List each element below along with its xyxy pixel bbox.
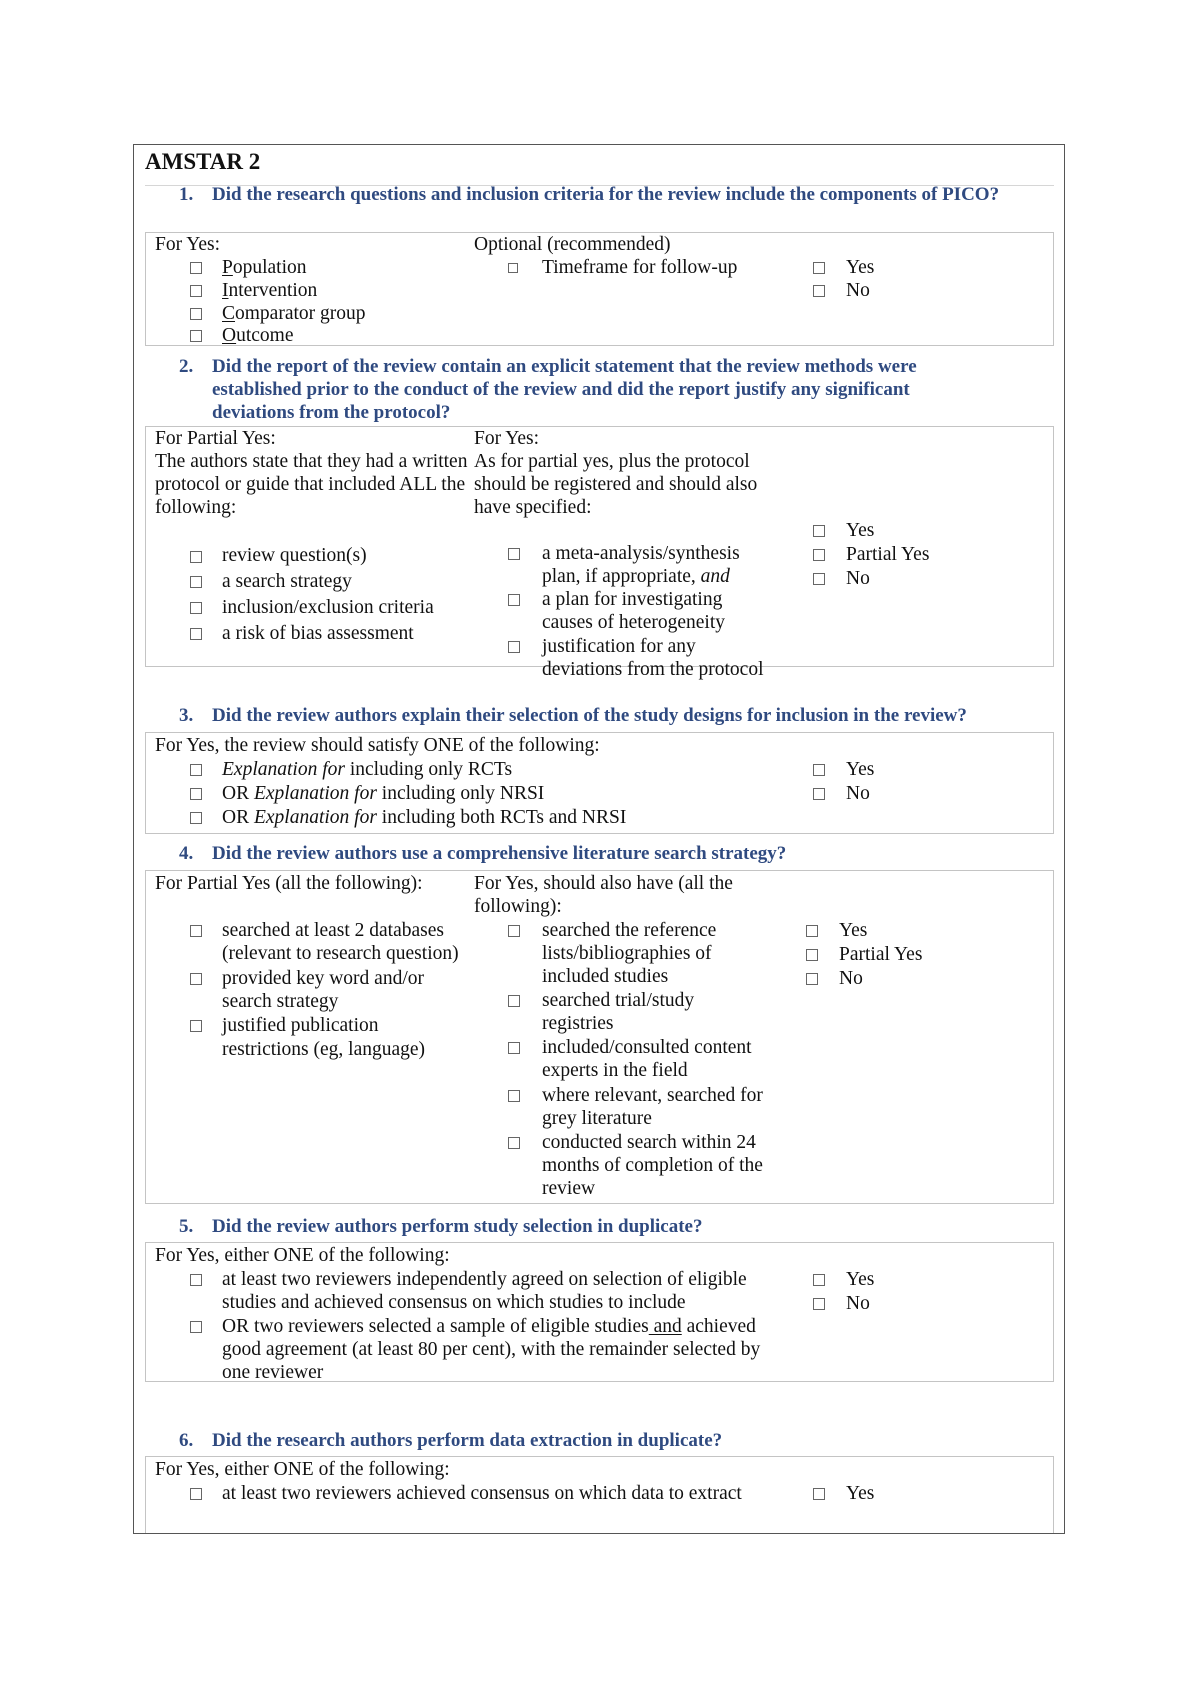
- q4-partial-item: searched at least 2 databases: [222, 920, 444, 941]
- q2-yes-item: justification for any: [542, 636, 696, 657]
- q2-inclusion-criteria-checkbox[interactable]: [190, 602, 202, 614]
- q4-yes-item: review: [542, 1178, 596, 1199]
- q1-timeframe-checkbox[interactable]: [508, 263, 518, 273]
- q2-deviations-checkbox[interactable]: [508, 641, 520, 653]
- q2-partial-item: a risk of bias assessment: [222, 623, 414, 644]
- q4-yes-head: following):: [474, 896, 562, 917]
- q3-lead: For Yes, the review should satisfy ONE of the following:: [155, 735, 600, 756]
- q2-yes-item: a plan for investigating: [542, 589, 723, 610]
- q5-answer-no: No: [846, 1293, 870, 1314]
- q2-partial-item: inclusion/exclusion criteria: [222, 597, 434, 618]
- q2-partial-line: following:: [155, 497, 237, 518]
- q6-number: 6.: [179, 1430, 194, 1451]
- q4-yes-item: experts in the field: [542, 1060, 688, 1081]
- q2-review-question-checkbox[interactable]: [190, 551, 202, 563]
- q2-partial-item: review question(s): [222, 545, 367, 566]
- q4-search-timing-checkbox[interactable]: [508, 1137, 520, 1149]
- q5-item: studies and achieved consensus on which studies to include: [222, 1292, 686, 1313]
- q1-no-checkbox[interactable]: [813, 285, 825, 297]
- q4-partial-item: (relevant to research question): [222, 943, 459, 964]
- q1-question: Did the research questions and inclusion criteria for the review include the components of PICO?: [212, 184, 1000, 205]
- q1-item-comparator: Comparator group: [222, 303, 366, 324]
- q2-yes-line: should be registered and should also: [474, 474, 758, 495]
- q4-yes-item: months of completion of the: [542, 1155, 763, 1176]
- q1-population-checkbox[interactable]: [190, 262, 202, 274]
- q1-for-yes-label: For Yes:: [155, 234, 221, 255]
- q5-question: Did the review authors perform study selection in duplicate?: [212, 1216, 703, 1237]
- amstar-form: [133, 144, 1065, 1534]
- q2-meta-analysis-checkbox[interactable]: [508, 548, 520, 560]
- q4-answer-yes: Yes: [839, 920, 868, 941]
- q4-partial-item: justified publication: [222, 1015, 379, 1036]
- q4-criteria-box: [145, 870, 1054, 1204]
- q6-lead: For Yes, either ONE of the following:: [155, 1459, 450, 1480]
- q4-yes-item: registries: [542, 1013, 614, 1034]
- q4-partial-item: provided key word and/or: [222, 968, 424, 989]
- q4-databases-checkbox[interactable]: [190, 925, 202, 937]
- q4-yes-item: included/consulted content: [542, 1037, 752, 1058]
- q5-item: one reviewer: [222, 1362, 324, 1383]
- q5-criteria-box: [145, 1242, 1054, 1382]
- q4-experts-checkbox[interactable]: [508, 1042, 520, 1054]
- q2-yes-line: As for partial yes, plus the protocol: [474, 451, 750, 472]
- q3-number: 3.: [179, 705, 194, 726]
- q5-number: 5.: [179, 1216, 194, 1237]
- q4-keywords-checkbox[interactable]: [190, 973, 202, 985]
- q4-partial-item: restrictions (eg, language): [222, 1039, 426, 1060]
- q5-no-checkbox[interactable]: [813, 1298, 825, 1310]
- q2-answer-no: No: [846, 568, 870, 589]
- q3-item: Explanation for including only RCTs: [222, 759, 513, 780]
- q4-yes-item: searched trial/study: [542, 990, 695, 1011]
- q1-number: 1.: [179, 184, 194, 205]
- q2-yes-line: have specified:: [474, 497, 592, 518]
- q3-item: OR Explanation for including only NRSI: [222, 783, 545, 804]
- q6-criteria-box: [145, 1456, 1054, 1534]
- q1-comparator-checkbox[interactable]: [190, 308, 202, 320]
- q4-partial-yes-checkbox[interactable]: [806, 949, 818, 961]
- q2-no-checkbox[interactable]: [813, 573, 825, 585]
- q4-yes-item: included studies: [542, 966, 669, 987]
- q5-item: good agreement (at least 80 per cent), with the remainder selected by: [222, 1339, 761, 1360]
- q2-criteria-box: [145, 426, 1054, 680]
- q4-yes-item: conducted search within 24: [542, 1132, 756, 1153]
- q1-intervention-checkbox[interactable]: [190, 285, 202, 297]
- q4-yes-item: lists/bibliographies of: [542, 943, 712, 964]
- q4-grey-literature-checkbox[interactable]: [508, 1090, 520, 1102]
- q3-yes-checkbox[interactable]: [813, 764, 825, 776]
- q5-item: OR two reviewers selected a sample of eligible studies and achieved: [222, 1316, 756, 1337]
- q1-criteria-box: [145, 232, 1054, 346]
- q4-answer-partial-yes: Partial Yes: [839, 944, 923, 965]
- q4-number: 4.: [179, 843, 194, 864]
- q2-partial-yes-checkbox[interactable]: [813, 549, 825, 561]
- q4-reference-lists-checkbox[interactable]: [508, 925, 520, 937]
- q4-answer-no: No: [839, 968, 863, 989]
- q5-yes-checkbox[interactable]: [813, 1274, 825, 1286]
- q4-registries-checkbox[interactable]: [508, 995, 520, 1007]
- q6-question: Did the research authors perform data extraction in duplicate?: [212, 1430, 723, 1451]
- q1-optional-item: Timeframe for follow-up: [542, 257, 738, 278]
- q2-risk-of-bias-checkbox[interactable]: [190, 628, 202, 640]
- q6-yes-checkbox[interactable]: [813, 1488, 825, 1500]
- q4-question: Did the review authors use a comprehensive literature search strategy?: [212, 843, 787, 864]
- q3-answer-no: No: [846, 783, 870, 804]
- q4-no-checkbox[interactable]: [806, 973, 818, 985]
- q6-item: at least two reviewers achieved consensus on which data to extract: [222, 1483, 742, 1504]
- q1-answer-no: No: [846, 280, 870, 301]
- q2-partial-head: For Partial Yes:: [155, 428, 276, 449]
- q2-yes-item: plan, if appropriate, and: [542, 566, 730, 587]
- q4-yes-item: where relevant, searched for: [542, 1085, 763, 1106]
- q1-item-population: Population: [222, 257, 307, 278]
- q1-yes-checkbox[interactable]: [813, 262, 825, 274]
- q1-outcome-checkbox[interactable]: [190, 330, 202, 342]
- q4-yes-checkbox[interactable]: [806, 925, 818, 937]
- q2-yes-checkbox[interactable]: [813, 525, 825, 537]
- q4-yes-item: grey literature: [542, 1108, 652, 1129]
- q4-restrictions-checkbox[interactable]: [190, 1020, 202, 1032]
- q2-yes-head: For Yes:: [474, 428, 540, 449]
- q4-yes-head: For Yes, should also have (all the: [474, 873, 733, 894]
- q5-answer-yes: Yes: [846, 1269, 875, 1290]
- q3-both-checkbox[interactable]: [190, 812, 202, 824]
- q2-search-strategy-checkbox[interactable]: [190, 576, 202, 588]
- q2-yes-item: deviations from the protocol: [542, 659, 764, 680]
- q4-partial-head: For Partial Yes (all the following):: [155, 873, 423, 894]
- q3-answer-yes: Yes: [846, 759, 875, 780]
- q2-yes-item: causes of heterogeneity: [542, 612, 726, 633]
- q1-answer-yes: Yes: [846, 257, 875, 278]
- q2-answer-yes: Yes: [846, 520, 875, 541]
- q5-independent-checkbox[interactable]: [190, 1274, 202, 1286]
- q1-item-outcome: Outcome: [222, 325, 294, 346]
- q2-number: 2.: [179, 356, 194, 377]
- q5-sample-checkbox[interactable]: [190, 1321, 202, 1333]
- q1-optional-label: Optional (recommended): [474, 234, 671, 255]
- q4-yes-item: searched the reference: [542, 920, 717, 941]
- q3-rcts-checkbox[interactable]: [190, 764, 202, 776]
- q2-partial-line: protocol or guide that included ALL the: [155, 474, 466, 495]
- q5-item: at least two reviewers independently agreed on selection of eligible: [222, 1269, 747, 1290]
- form-title: AMSTAR 2: [145, 149, 261, 174]
- q3-criteria-box: [145, 732, 1054, 834]
- q3-item: OR Explanation for including both RCTs and NRSI: [222, 807, 627, 828]
- q2-answer-partial-yes: Partial Yes: [846, 544, 930, 565]
- q2-question: Did the report of the review contain an explicit statement that the review methods were established prior to the conduct of the review and did the report justify any significant deviations from the protocol?: [212, 356, 917, 423]
- q3-no-checkbox[interactable]: [813, 788, 825, 800]
- q3-nrsi-checkbox[interactable]: [190, 788, 202, 800]
- q2-partial-item: a search strategy: [222, 571, 352, 592]
- q2-partial-line: The authors state that they had a written: [155, 451, 468, 472]
- q2-heterogeneity-checkbox[interactable]: [508, 594, 520, 606]
- q5-lead: For Yes, either ONE of the following:: [155, 1245, 450, 1266]
- q3-question: Did the review authors explain their selection of the study designs for inclusion in the review?: [212, 705, 967, 726]
- q6-answer-yes: Yes: [846, 1483, 875, 1504]
- q4-partial-item: search strategy: [222, 991, 339, 1012]
- q1-item-intervention: Intervention: [222, 280, 318, 301]
- q6-consensus-checkbox[interactable]: [190, 1488, 202, 1500]
- q2-yes-item: a meta-analysis/synthesis: [542, 543, 740, 564]
